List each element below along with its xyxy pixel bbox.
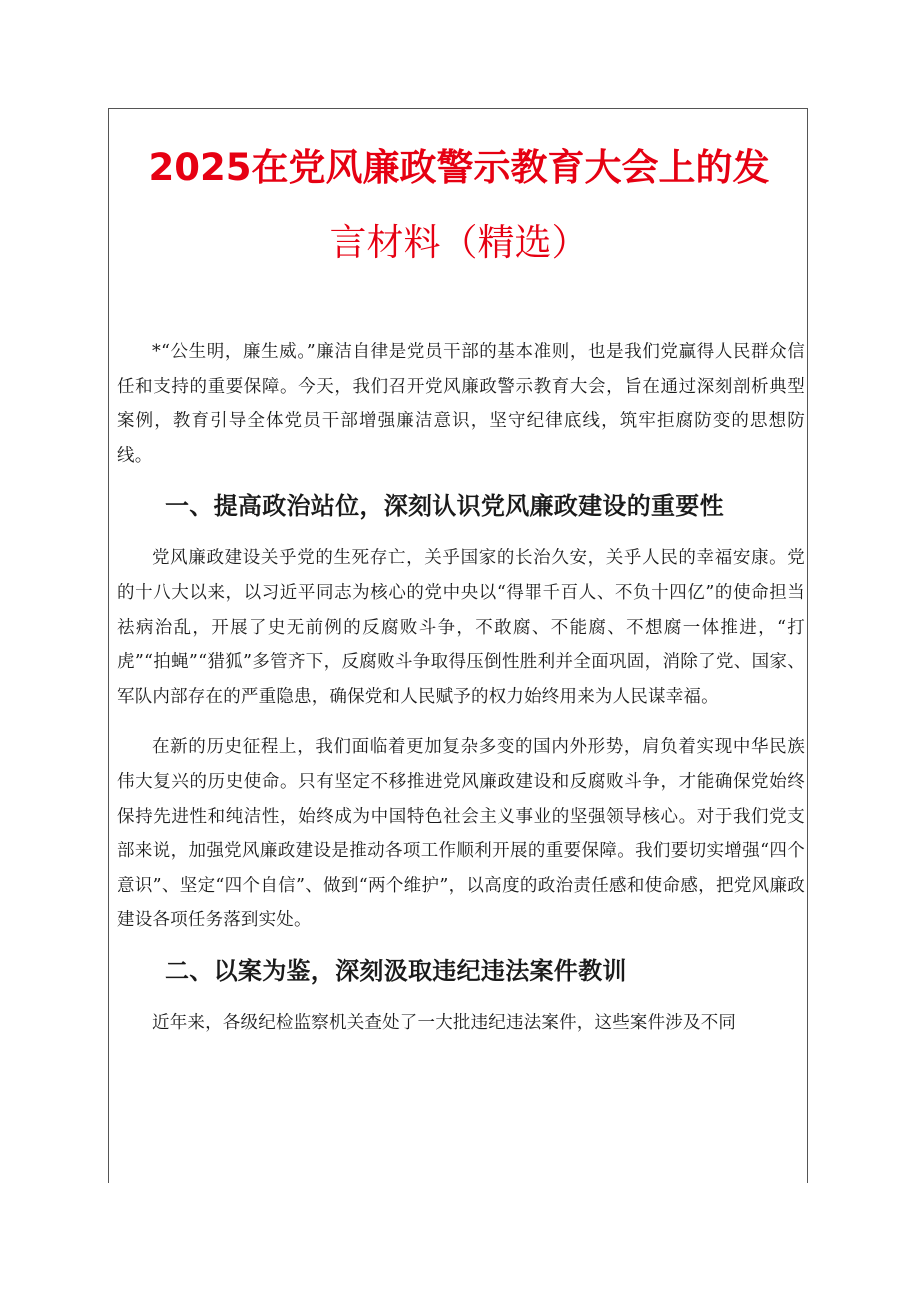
paragraph-section-1a: 党风廉政建设关乎党的生死存亡，关乎国家的长治久安，关乎人民的幸福安康。党的十八大以来，以习近平同志为核心的党中央以“得罪千百人、不负十四亿”的使命担当祛病治乱，开展了史无前例的反腐败斗争，不敢腐、不能腐、不想腐一体推进，“打虎”“拍蝇”“猎狐”多管齐下，反腐败斗争取得压倒性胜利并全面巩固，消除了党、国家、军队内部存在的严重隐患，确保党和人民赋予的权力始终用来为人民谋幸福。 (117, 548, 805, 707)
section-heading-1: 一、提高政治站位，深刻认识党风廉政建设的重要性 (165, 491, 724, 521)
paragraph-section-1b: 在新的历史征程上，我们面临着更加复杂多变的国内外形势，肩负着实现中华民族伟大复兴的历史使命。只有坚定不移推进党风廉政建设和反腐败斗争，才能确保党始终保持先进性和纯洁性，始终成为中国特色社会主义事业的坚强领导核心。对于我们党支部来说，加强党风廉政建设是推动各项工作顺利开展的重要保障。我们要切实增强“四个意识”、坚定“四个自信”、做到“两个维护”，以高度的政治责任感和使命感，把党风廉政建设各项任务落到实处。 (117, 737, 805, 931)
document-body (117, 335, 805, 1041)
document-title-line-2: 言材料（精选） (329, 221, 589, 264)
section-heading-2: 二、以案为鉴，深刻汲取违纪违法案件教训 (165, 955, 627, 985)
paragraph-section-2a: 近年来，各级纪检监察机关查处了一大批违纪违法案件，这些案件涉及不同 (152, 1012, 737, 1033)
paragraph-intro: *“公生明，廉生威。”廉洁自律是党员干部的基本准则，也是我们党赢得人民群众信任和支持的重要保障。今天，我们召开党风廉政警示教育大会，旨在通过深刻剖析典型案例，教育引导全体党员干部增强廉洁意识，坚守纪律底线，筑牢拒腐防变的思想防线。 (117, 342, 805, 466)
document-page (108, 108, 808, 1183)
document-title-line-1: 2025在党风廉政警示教育大会上的发 (148, 146, 770, 189)
